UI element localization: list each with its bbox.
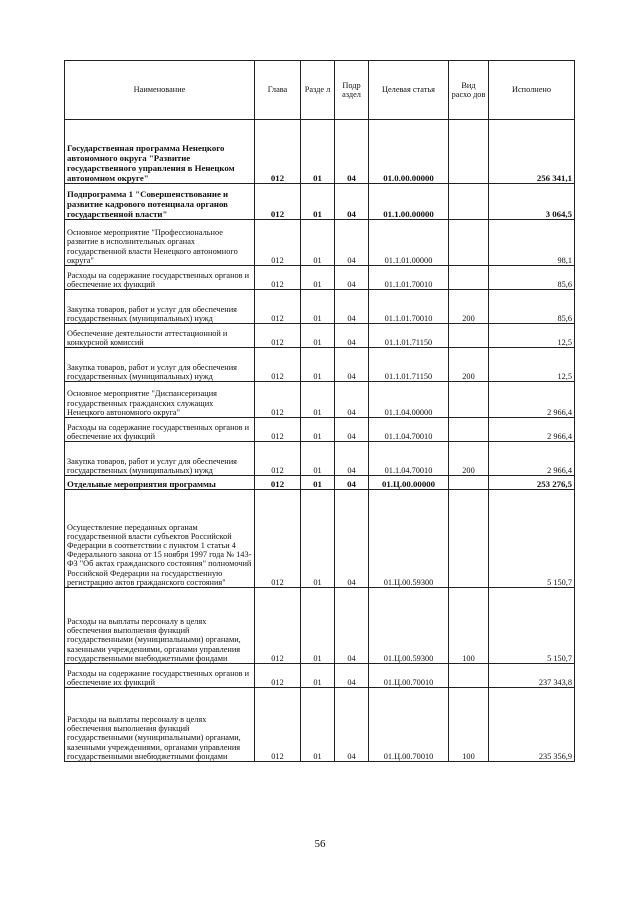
header-podrazdel: Подр аздел [335,61,369,120]
cell-vid [449,120,489,184]
cell-podrazdel: 04 [335,220,369,266]
table-body [65,120,575,762]
cell-statya: 01.1.01.00000 [369,220,449,266]
cell-amount: 5 150,7 [489,490,575,588]
cell-glava: 012 [255,290,301,324]
cell-amount: 237 343,8 [489,664,575,688]
table-row [65,688,575,762]
table-row [65,418,575,442]
cell-podrazdel: 04 [335,348,369,382]
cell-vid [449,476,489,490]
cell-glava: 012 [255,184,301,220]
cell-podrazdel: 04 [335,664,369,688]
cell-amount: 12,5 [489,324,575,348]
cell-vid [449,664,489,688]
cell-vid: 200 [449,348,489,382]
cell-razdel: 01 [301,418,335,442]
cell-razdel: 01 [301,664,335,688]
cell-name: Подпрограмма 1 "Совершенствование и развитие кадрового потенциала органов государственной власти" [65,184,255,220]
cell-vid [449,266,489,290]
cell-razdel: 01 [301,688,335,762]
cell-statya: 01.1.01.71150 [369,348,449,382]
table-row [65,220,575,266]
table-row [65,324,575,348]
cell-amount: 85,6 [489,290,575,324]
cell-name: Закупка товаров, работ и услуг для обеспечения государственных (муниципальных) нужд [65,348,255,382]
cell-razdel: 01 [301,120,335,184]
table-row [65,490,575,588]
cell-vid [449,382,489,418]
cell-razdel: 01 [301,184,335,220]
cell-vid [449,220,489,266]
cell-amount: 3 064,5 [489,184,575,220]
cell-statya: 01.1.04.70010 [369,418,449,442]
cell-statya: 01.Ц.00.59300 [369,490,449,588]
cell-glava: 012 [255,348,301,382]
table-row [65,290,575,324]
header-vid: Вид расхо дов [449,61,489,120]
page-number: 56 [314,838,326,850]
cell-vid [449,418,489,442]
table-row [65,266,575,290]
cell-amount: 253 276,5 [489,476,575,490]
table-row [65,664,575,688]
cell-name: Закупка товаров, работ и услуг для обеспечения государственных (муниципальных) нужд [65,442,255,476]
cell-razdel: 01 [301,266,335,290]
cell-statya: 01.1.04.70010 [369,442,449,476]
cell-podrazdel: 04 [335,120,369,184]
cell-razdel: 01 [301,490,335,588]
cell-amount: 85,6 [489,266,575,290]
cell-vid [449,324,489,348]
cell-amount: 12,5 [489,348,575,382]
cell-name: Расходы на выплаты персоналу в целях обеспечения выполнения функций государственными (муниципальными) органами, казенными учреждениями, органами управления государственными внебюджетными фондами [65,588,255,664]
cell-statya: 01.1.01.70010 [369,266,449,290]
cell-glava: 012 [255,490,301,588]
cell-podrazdel: 04 [335,290,369,324]
cell-vid: 100 [449,688,489,762]
cell-name: Обеспечение деятельности аттестационной и конкурсной комиссий [65,324,255,348]
table-row [65,120,575,184]
cell-podrazdel: 04 [335,382,369,418]
cell-glava: 012 [255,220,301,266]
cell-name: Расходы на содержание государственных органов и обеспечение их функций [65,664,255,688]
header-name: Наименование [65,61,255,120]
cell-razdel: 01 [301,220,335,266]
cell-name: Отдельные мероприятия программы [65,476,255,490]
cell-name: Расходы на содержание государственных органов и обеспечение их функций [65,418,255,442]
cell-glava: 012 [255,476,301,490]
cell-amount: 98,1 [489,220,575,266]
cell-statya: 01.Ц.00.00000 [369,476,449,490]
cell-podrazdel: 04 [335,266,369,290]
cell-glava: 012 [255,382,301,418]
cell-podrazdel: 04 [335,324,369,348]
cell-podrazdel: 04 [335,476,369,490]
cell-podrazdel: 04 [335,442,369,476]
cell-razdel: 01 [301,324,335,348]
table-row [65,476,575,490]
table-row [65,184,575,220]
cell-statya: 01.Ц.00.70010 [369,688,449,762]
cell-vid [449,184,489,220]
cell-statya: 01.0.00.00000 [369,120,449,184]
cell-name: Осуществление переданных органам государственной власти субъектов Российской Федерации в соответствии с пунктом 1 статьи 4 Федерального закона от 15 ноября 1997 года № 143-ФЗ "Об актах гражданского состояния" полномочий Российской Федерации на государственную регистрацию актов гражданского состояния" [65,490,255,588]
header-ispolneno: Исполнено [489,61,575,120]
cell-name: Основное мероприятие "Профессиональное развитие в исполнительных органах государственной власти Ненецкого автономного округа" [65,220,255,266]
cell-amount: 256 341,1 [489,120,575,184]
cell-amount: 2 966,4 [489,382,575,418]
table-row [65,382,575,418]
cell-statya: 01.1.01.71150 [369,324,449,348]
table-row [65,348,575,382]
header-razdel: Разде л [301,61,335,120]
table-row [65,588,575,664]
cell-statya: 01.Ц.00.70010 [369,664,449,688]
header-glava: Глава [255,61,301,120]
cell-name: Расходы на выплаты персоналу в целях обеспечения выполнения функций государственными (муниципальными) органами, казенными учреждениями, органами управления государственными внебюджетными фондами [65,688,255,762]
cell-glava: 012 [255,418,301,442]
cell-statya: 01.1.00.00000 [369,184,449,220]
cell-podrazdel: 04 [335,184,369,220]
cell-glava: 012 [255,324,301,348]
cell-vid: 200 [449,442,489,476]
cell-podrazdel: 04 [335,588,369,664]
cell-podrazdel: 04 [335,688,369,762]
cell-glava: 012 [255,688,301,762]
cell-razdel: 01 [301,588,335,664]
cell-name: Расходы на содержание государственных органов и обеспечение их функций [65,266,255,290]
cell-razdel: 01 [301,290,335,324]
cell-statya: 01.1.01.70010 [369,290,449,324]
cell-amount: 2 966,4 [489,442,575,476]
header-row [65,61,575,120]
table-row [65,442,575,476]
cell-statya: 01.1.04.00000 [369,382,449,418]
cell-razdel: 01 [301,442,335,476]
cell-podrazdel: 04 [335,418,369,442]
cell-statya: 01.Ц.00.59300 [369,588,449,664]
cell-glava: 012 [255,588,301,664]
budget-table [64,60,575,762]
cell-razdel: 01 [301,476,335,490]
cell-amount: 235 356,9 [489,688,575,762]
cell-glava: 012 [255,442,301,476]
cell-name: Основное мероприятие "Диспансеризация государственных гражданских служащих Ненецкого автономного округа" [65,382,255,418]
cell-glava: 012 [255,120,301,184]
cell-razdel: 01 [301,382,335,418]
cell-amount: 2 966,4 [489,418,575,442]
cell-glava: 012 [255,266,301,290]
cell-vid [449,490,489,588]
cell-amount: 5 150,7 [489,588,575,664]
header-statya: Целевая статья [369,61,449,120]
cell-name: Государственная программа Ненецкого автономного округа "Развитие государственного управления в Ненецком автономном округе" [65,120,255,184]
cell-vid: 100 [449,588,489,664]
cell-vid: 200 [449,290,489,324]
cell-podrazdel: 04 [335,490,369,588]
cell-glava: 012 [255,664,301,688]
cell-name: Закупка товаров, работ и услуг для обеспечения государственных (муниципальных) нужд [65,290,255,324]
cell-razdel: 01 [301,348,335,382]
